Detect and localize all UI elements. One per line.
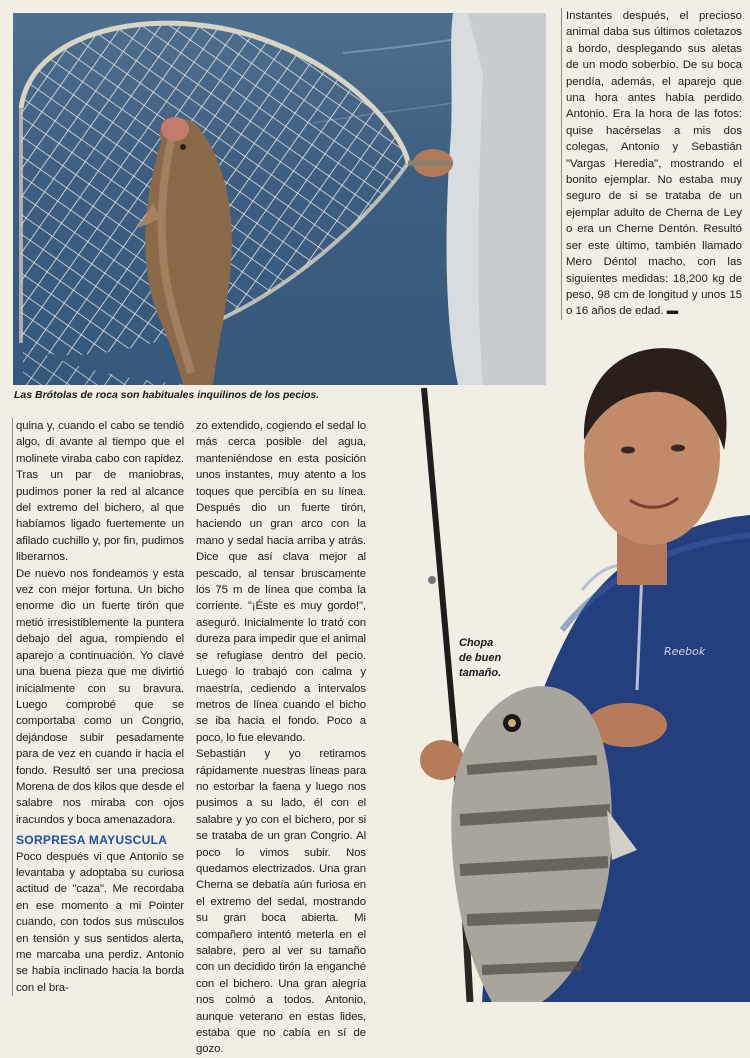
caption-line: Chopa bbox=[459, 637, 494, 649]
article-paragraph: Sebastián y yo retiramos rápidamente nuestras líneas para no estorbar la faena y luego nos pusimos a su lado, él con el salabre y yo con el bichero, por si se trataba de un gran Congrio. Al poco lo vimos subir. Nos quedamos electrizados. Una gran Cherna se debatía aún furiosa en el extremo del sedal, mostrando su gran boca abierta. Mi compañero intentó meterla en el salabre, pero al ver su tamaño con un decidido tirón la enganché con el bichero. Una gran alegría nos colmó a todos. Antonio, aunque veterano en estas lides, estaba que no cabía en sí de gozo. bbox=[196, 748, 366, 1056]
article-paragraph: Poco después vi que Antonio se levantaba y adoptaba su curiosa actitud de "caza". Me recordaba en ese momento a mi Pointer cuando, con todos sus músculos en tensión y sus sentidos alerta, me marcaba una perdiz. Antonio se había inclinado hacia la borda con el bra- bbox=[16, 850, 184, 994]
article-paragraph: quina y, cuando el cabo se tendió algo, di avante al tiempo que el molinete viraba cabo con rapidez. Tras un par de maniobras, pudimos poner la red al alcance del extremo del bichero, al que habíamos ligado fuertemente un afilado cuchillo y, por fin, pudimos liberarnos. bbox=[16, 420, 184, 564]
end-mark-icon: ▬ bbox=[666, 305, 679, 318]
article-paragraph: zo extendido, cogiendo el sedal lo más cerca posible del agua, manteniéndose en esta posición unos instantes, muy atento a los toques que percibía en su línea. Después dio un fuerte tirón, haciendo un gran arco con la mano y sedal hacia arriba y atrás. Dice que así clava mejor al pescado, al tensar bruscamente los 75 m de línea que comba la corriente. "¡Éste es muy gordo!", aseguró. Inicialmente lo trató con dureza para impedir que el animal se refugiase dentro del pecio. Luego lo trabajó con calma y maestría, cediendo a intervalos metros de línea cuando el bicho se iba hacia el fondo. Poco a poco, lo fue elevando. bbox=[196, 420, 366, 744]
photo-caption-top: Las Brótolas de roca son habituales inquilinos de los pecios. bbox=[14, 389, 320, 401]
article-paragraph: De nuevo nos fondeamos y esta vez con mejor fortuna. Un bicho enorme dio un fuerte tirón que metió irresistiblemente la puntera debajo del agua, rompiendo el aparejo a continuación. Yo clavé una buena pieza que me divirtió inicialmente con su bravura. Luego comprobé que se comportaba como un Congrio, dejándose subir pesadamente para de vez en cuando ir hacia el fondo. Resultó ser una preciosa Morena de dos kilos que desde el salabre nos miraba con ojos iracundos y boca amenazadora. bbox=[16, 567, 184, 826]
section-heading: SORPRESA MAYUSCULA bbox=[16, 833, 168, 848]
article-paragraph: Instantes después, el precioso animal daba sus últimos coletazos a bordo, desplegando sus aletas de un modo soberbio. De su boca pendía, además, el aparejo que una hora antes había perdido Antonio. Era la hora de las fotos: quise hacérselas a mis dos colegas, Antonio y Sebastián "Vargas Heredia", mostrando el bonito ejemplar. No estaba muy seguro de si se trataba de un ejemplar adulto de Cherna de Ley o era un Cherne Dentón. Resultó ser este último, también llamado Mero Déntol macho, con las siguientes medidas: 18,200 kg de peso, 98 cm de longitud y unos 15 o 16 años de edad. bbox=[566, 10, 742, 318]
article-column-left bbox=[12, 418, 184, 996]
photo-caption-bottom bbox=[459, 636, 511, 681]
article-column-top-right bbox=[561, 8, 742, 320]
jacket-brand-label: Reebok bbox=[664, 645, 706, 658]
caption-line: de buen bbox=[459, 652, 502, 664]
caption-line: tamaño. bbox=[459, 667, 502, 679]
article-column-middle bbox=[196, 418, 366, 1058]
